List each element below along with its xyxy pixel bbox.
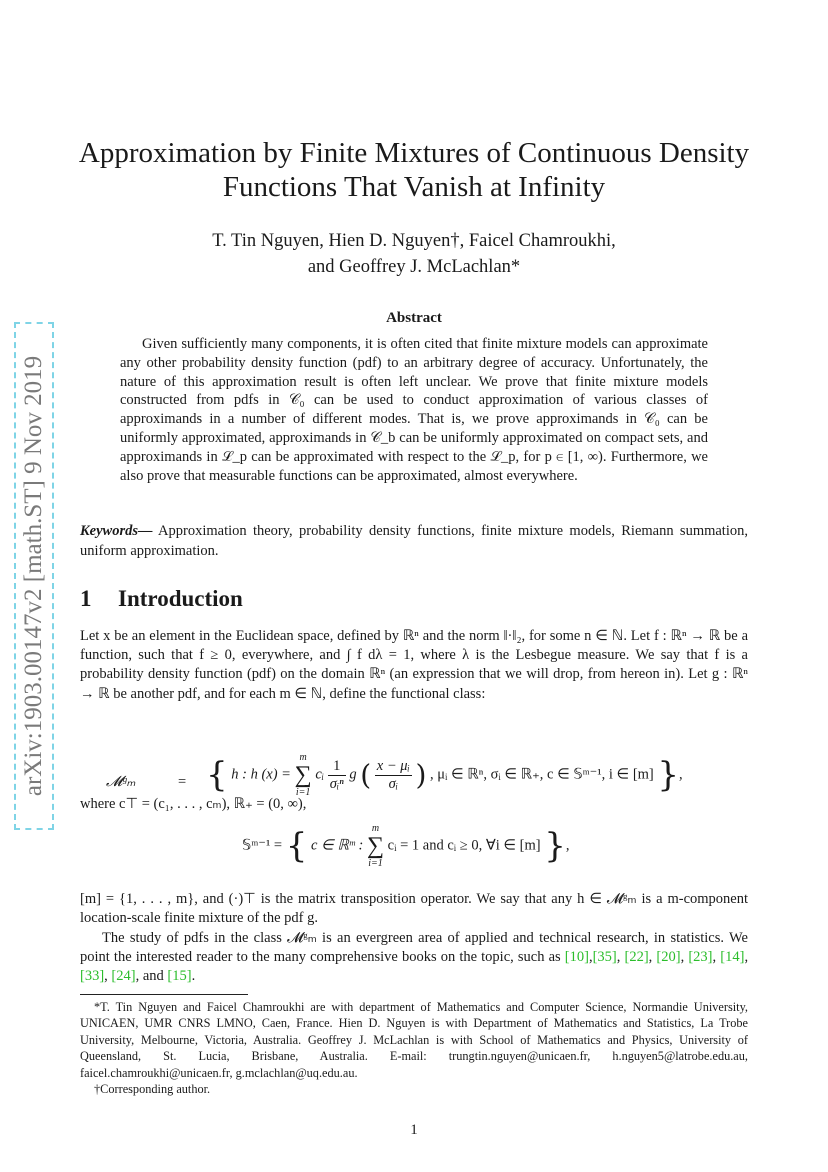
eq1-frac1 <box>328 758 346 793</box>
eq1-frac1-den: σᵢⁿ <box>329 775 344 792</box>
eq2-sum-bottom: i=1 <box>368 858 383 869</box>
eq1-open-brace: { <box>206 755 228 795</box>
eq2-close-brace: } <box>544 826 566 866</box>
section-heading <box>80 586 243 612</box>
authors-line-1: T. Tin Nguyen, Hien D. Nguyen†, Faicel Chamroukhi, <box>212 231 616 251</box>
eq1-equals: = <box>178 774 187 790</box>
eq1-sum-top: m <box>299 752 307 763</box>
eq2-sum <box>367 823 384 869</box>
citation-link[interactable]: [15] <box>167 968 192 985</box>
citation-link[interactable]: [14] <box>720 949 745 966</box>
footnote-corresponding: †Corresponding author. <box>94 1082 211 1097</box>
arxiv-identifier[interactable] <box>14 322 54 830</box>
eq1-frac1-num: 1 <box>328 758 346 776</box>
title-line-1: Approximation by Finite Mixtures of Continuous Density <box>78 137 750 169</box>
citation-and: and <box>142 968 164 985</box>
footnote-rule <box>80 994 248 995</box>
keywords <box>80 522 748 561</box>
page-number: 1 <box>410 1122 418 1138</box>
authors-line-2: and Geoffrey J. McLachlan* <box>307 257 521 277</box>
paragraph-matrix-transpose: [m] = {1, . . . , m}, and (·)⊤ is the matrix transposition operator. We say that any h ∈ 𝓜ᵍₘ is a m-component location-scale finite mixture of the pdf g. <box>80 891 748 927</box>
eq1-close-brace: } <box>657 755 680 795</box>
sigma-icon: ∑ <box>366 833 385 859</box>
eq1-frac2 <box>375 758 412 793</box>
eq1-close-paren: ) <box>415 758 427 792</box>
eq1-frac2-den: σᵢ <box>388 775 399 792</box>
eq1-rhs: { h : h (x) = m ∑ i=1 cᵢ $\frac{1}{\text{σᵢⁿ}}$ g ( $\frac{\text{x − μᵢ}}{\text{σᵢ}}$ ) , μᵢ ∈ ℝⁿ, σᵢ ∈ ℝ₊, c ∈ 𝕊ᵐ⁻¹, i ∈ [m] }, <box>206 752 683 798</box>
eq1-open-paren: ( <box>360 758 372 792</box>
author-list <box>60 228 768 280</box>
footnote-affiliations: *T. Tin Nguyen and Faicel Chamroukhi are with department of Mathematics and Computer Science, Normandie University, UNICAEN, UMR CNRS LMNO, Caen, France. Hien D. Nguyen is with Department of Mathematics and Statistics, La Trobe University, Melbourne, Victoria, Australia. Geoffrey J. McLachlan is with School of Mathematics and Physics, University of Queensland, St. Lucia, Brisbane, Australia. E-mail: trungtin.nguyen@unicaen.fr, h.nguyen5@latrobe.edu.au, faicel.chamroukhi@unicaen.fr, g.mclachlan@uq.edu.au. <box>80 1000 748 1080</box>
eq1-sum-bottom: i=1 <box>295 787 311 798</box>
eq2-set-start: c ∈ ℝᵐ : <box>311 837 364 854</box>
citation-link[interactable]: [33] <box>80 968 105 985</box>
eq1-lhs: 𝓜ᵍₘ <box>106 774 136 790</box>
eq1-coef: cᵢ <box>315 766 325 783</box>
eq2-sum-top: m <box>371 823 380 834</box>
title-line-2: Functions That Vanish at Infinity <box>222 171 606 203</box>
abstract-body: Given sufficiently many components, it is often cited that finite mixture models can approximate any other probability density function (pdf) to an arbitrary degree of accuracy. Unfortunately, the nature of this approximation result is often left unclear. We prove that finite mixture models constructed from pdfs in 𝒞₀ can be used to conduct approximation of various classes of approximands in a number of different modes. That is, we prove approximands in 𝒞₀ can be uniformly approximated, approximands in 𝒞_b can be uniformly approximated on compact sets, and approximands in ℒ_p can be approximated with respect to the ℒ_p, for p ∈ [1, ∞). Furthermore, we also prove that measurable functions can be approximated, almost everywhere. <box>120 336 708 484</box>
citation-link[interactable]: [22] <box>624 949 649 966</box>
intro-paragraph: Let x be an element in the Euclidean space, defined by ℝⁿ and the norm ‖·‖₂, for some n ∈ ℕ. Let f : ℝⁿ → ℝ be a function, such that f ≥ 0, everywhere, and ∫ f dλ = 1, where λ is the Lesbegue measure. We say that f is a probability density function (pdf) on the domain ℝⁿ (an expression that we will drop, from hereon in). Let g : ℝⁿ → ℝ be another pdf, and for each m ∈ ℕ, define the functional class: <box>80 628 748 702</box>
eq2-body: cᵢ = 1 and cᵢ ≥ 0, ∀i ∈ [m] <box>387 837 541 854</box>
citation-link[interactable]: [10] <box>564 949 589 966</box>
citation-link[interactable]: [35] <box>592 949 617 966</box>
eq2-content: 𝕊ᵐ⁻¹ = { c ∈ ℝᵐ : m ∑ i=1 cᵢ = 1 and cᵢ ≥ 0, ∀i ∈ [m] }, <box>242 823 570 869</box>
paragraph-study-of-pdfs: The study of pdfs in the class 𝓜ᵍₘ is an evergreen area of applied and technical research, in statistics. We point the interested reader to the many comprehensive books on the topic, such as [10],[35], [22], [20], [23], [14], [33], [24], and [15]. <box>80 930 749 985</box>
paper-title <box>60 136 768 204</box>
eq1-conditions: , μᵢ ∈ ℝⁿ, σᵢ ∈ ℝ₊, c ∈ 𝕊ᵐ⁻¹, i ∈ [m] <box>430 766 654 783</box>
equation-simplex <box>80 823 748 883</box>
para3-text: The study of pdfs in the class 𝓜ᵍₘ is an evergreen area of applied and technical research, in statistics. We point the interested reader to the many comprehensive books on the topic, such as <box>80 930 748 966</box>
eq1-set-start: h : h (x) = <box>231 766 291 783</box>
keywords-text: Approximation theory, probability density functions, finite mixture models, Riemann summation, uniform approximation. <box>80 523 748 559</box>
eq2-open-brace: { <box>285 826 308 866</box>
citation-link[interactable]: [23] <box>688 949 713 966</box>
arxiv-id-text: arXiv:1903.00147v2 [math.ST] 9 Nov 2019 <box>20 355 47 797</box>
citation-link[interactable]: [24] <box>111 968 136 985</box>
section-number: 1 <box>80 586 92 611</box>
citation-link[interactable]: [20] <box>656 949 681 966</box>
where-line: where c⊤ = (c₁, . . . , cₘ), ℝ₊ = (0, ∞), <box>80 796 307 812</box>
eq2-lhs: 𝕊ᵐ⁻¹ = <box>242 837 283 854</box>
eq1-frac2-num: x − μᵢ <box>376 757 410 774</box>
abstract-heading: Abstract <box>386 310 442 326</box>
footnote <box>80 999 748 1097</box>
section-title: Introduction <box>118 586 243 611</box>
sigma-icon: ∑ <box>294 762 312 788</box>
eq1-sum <box>295 752 312 798</box>
eq1-g: g <box>349 766 357 783</box>
keywords-label: Keywords— <box>80 523 153 539</box>
